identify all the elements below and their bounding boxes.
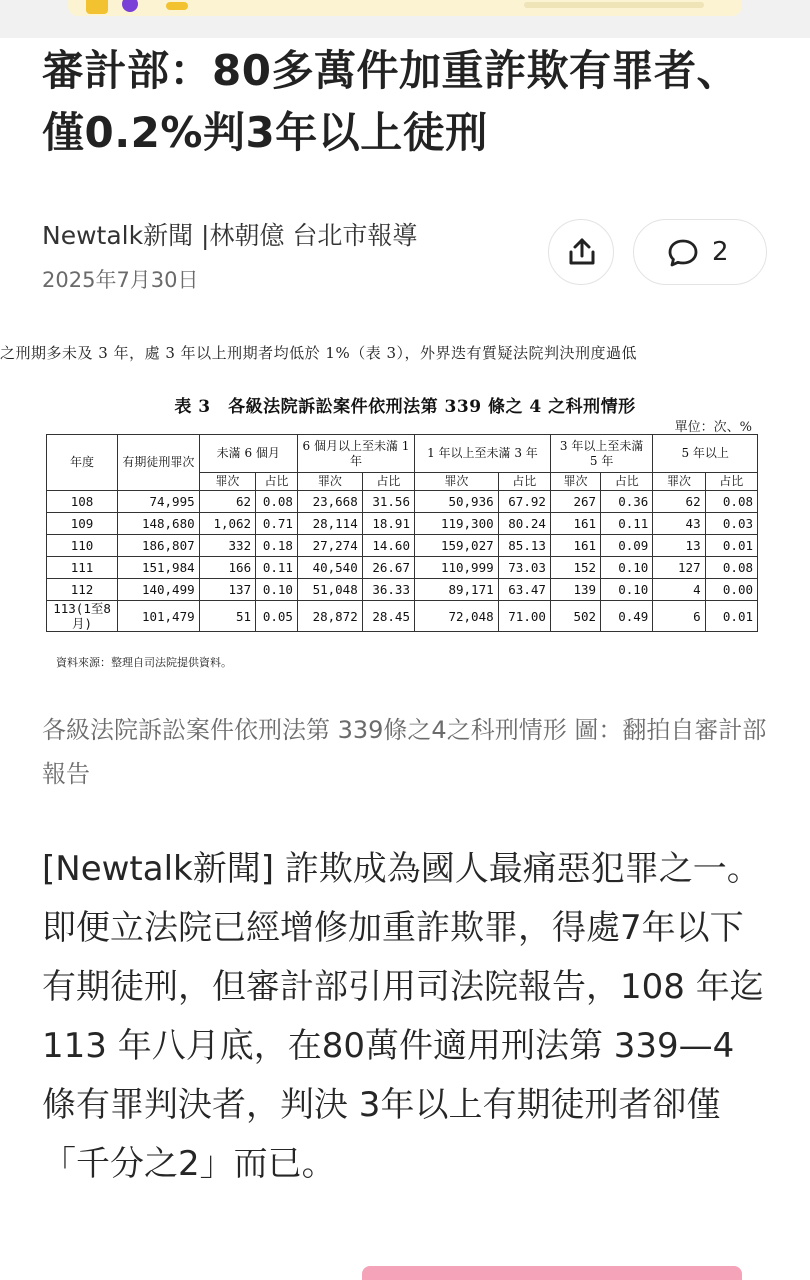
table-cell: 166	[199, 557, 255, 579]
share-icon	[566, 236, 598, 268]
comment-icon	[667, 238, 699, 268]
table-cell: 0.01	[705, 535, 757, 557]
top-ad-banner[interactable]	[68, 0, 742, 16]
table-cell: 72,048	[415, 601, 499, 632]
bottom-ad-banner[interactable]	[362, 1266, 742, 1280]
table-cell: 80.24	[498, 513, 550, 535]
image-caption: 各級法院訴訟案件依刑法第 339條之4之科刑情形 圖：翻拍自審計部報告	[42, 716, 767, 788]
table-cell: 0.03	[705, 513, 757, 535]
table-body	[47, 491, 758, 632]
header-share: 占比	[362, 473, 414, 491]
table-cell-year: 112	[47, 579, 118, 601]
header-count: 罪次	[653, 473, 705, 491]
table-cell: 502	[550, 601, 600, 632]
table-cell: 161	[550, 535, 600, 557]
report-intro-line: 之刑期多未及 3 年，處 3 年以上刑期者均低於 1%（表 3），外界迭有質疑法院判決刑度過低	[0, 344, 638, 362]
header-group: 6 個月以上至未滿 1 年	[297, 435, 414, 473]
table-cell: 43	[653, 513, 705, 535]
table-cell: 71.00	[498, 601, 550, 632]
table-cell: 31.56	[362, 491, 414, 513]
table-cell: 0.01	[705, 601, 757, 632]
table-row	[47, 557, 758, 579]
table-cell-year: 110	[47, 535, 118, 557]
table-cell: 148,680	[118, 513, 200, 535]
table-cell: 0.10	[601, 579, 653, 601]
header-share: 占比	[256, 473, 298, 491]
header-group: 3 年以上至未滿 5 年	[550, 435, 652, 473]
table-cell: 159,027	[415, 535, 499, 557]
report-table-title: 表 3 各級法院訴訟案件依刑法第 339 條之 4 之科刑情形	[174, 397, 636, 417]
header-total: 有期徒刑罪次	[118, 435, 200, 491]
top-ad-strip	[0, 0, 810, 38]
table-cell: 89,171	[415, 579, 499, 601]
table-row	[47, 601, 758, 632]
table-cell: 0.71	[256, 513, 298, 535]
table-cell: 14.60	[362, 535, 414, 557]
table-cell: 62	[199, 491, 255, 513]
table-cell-year: 109	[47, 513, 118, 535]
table-cell: 0.36	[601, 491, 653, 513]
table-cell: 0.49	[601, 601, 653, 632]
ad-shape	[86, 0, 108, 14]
table-cell: 139	[550, 579, 600, 601]
table-cell: 23,668	[297, 491, 362, 513]
table-cell: 40,540	[297, 557, 362, 579]
report-table-unit: 單位：次、%	[674, 420, 752, 435]
table-cell: 127	[653, 557, 705, 579]
article-body: [Newtalk新聞] 詐欺成為國人最痛惡犯罪之一。即便立法院已經增修加重詐欺罪，得處7年以下有期徒刑，但審計部引用司法院報告，108 年迄 113 年八月底，在80萬件適用刑法第 339—4 條有罪判決者，判決 3年以上有期徒刑者卻僅「千分之2」而已。	[42, 849, 764, 1184]
table-cell: 186,807	[118, 535, 200, 557]
table-cell: 0.08	[705, 491, 757, 513]
table-cell: 4	[653, 579, 705, 601]
table-cell: 0.08	[256, 491, 298, 513]
header-share: 占比	[498, 473, 550, 491]
share-button[interactable]	[548, 219, 614, 285]
table-cell: 26.67	[362, 557, 414, 579]
table-cell: 161	[550, 513, 600, 535]
table-cell: 0.08	[705, 557, 757, 579]
table-cell: 0.05	[256, 601, 298, 632]
table-row	[47, 579, 758, 601]
table-cell: 51,048	[297, 579, 362, 601]
table-row	[47, 513, 758, 535]
header-group: 5 年以上	[653, 435, 758, 473]
table-cell: 50,936	[415, 491, 499, 513]
table-cell: 332	[199, 535, 255, 557]
article-date: 2025年7月30日	[42, 268, 199, 292]
header-count: 罪次	[297, 473, 362, 491]
table-cell: 137	[199, 579, 255, 601]
table-cell: 267	[550, 491, 600, 513]
table-cell-year: 108	[47, 491, 118, 513]
table-cell: 18.91	[362, 513, 414, 535]
table-cell: 6	[653, 601, 705, 632]
ad-shape	[122, 0, 138, 12]
table-cell: 51	[199, 601, 255, 632]
header-share: 占比	[601, 473, 653, 491]
header-count: 罪次	[550, 473, 600, 491]
article-title: 審計部：80多萬件加重詐欺有罪者、僅0.2%判3年以上徒刑	[42, 46, 739, 157]
header-count: 罪次	[415, 473, 499, 491]
ad-shape	[166, 2, 188, 10]
header-count: 罪次	[199, 473, 255, 491]
table-cell: 63.47	[498, 579, 550, 601]
table-cell: 28,872	[297, 601, 362, 632]
table-cell: 119,300	[415, 513, 499, 535]
table-cell: 151,984	[118, 557, 200, 579]
table-cell: 28.45	[362, 601, 414, 632]
sentencing-table	[46, 434, 758, 632]
table-cell: 36.33	[362, 579, 414, 601]
table-cell: 140,499	[118, 579, 200, 601]
comment-count: 2	[712, 237, 729, 267]
ad-shape	[524, 2, 704, 8]
header-group: 未滿 6 個月	[199, 435, 297, 473]
table-cell: 62	[653, 491, 705, 513]
table-cell: 27,274	[297, 535, 362, 557]
report-source: 資料來源：整理自司法院提供資料。	[56, 656, 232, 669]
table-cell: 0.09	[601, 535, 653, 557]
table-cell-year: 111	[47, 557, 118, 579]
table-cell: 85.13	[498, 535, 550, 557]
table-cell-year: 113(1至8月)	[47, 601, 118, 632]
table-row	[47, 491, 758, 513]
table-cell: 152	[550, 557, 600, 579]
table-cell: 73.03	[498, 557, 550, 579]
table-cell: 0.10	[601, 557, 653, 579]
table-cell: 28,114	[297, 513, 362, 535]
table-cell: 74,995	[118, 491, 200, 513]
table-cell: 110,999	[415, 557, 499, 579]
table-cell: 0.10	[256, 579, 298, 601]
table-cell: 0.18	[256, 535, 298, 557]
article-byline: Newtalk新聞 |林朝億 台北市報導	[42, 221, 418, 250]
comment-button[interactable]	[633, 219, 767, 285]
table-cell: 101,479	[118, 601, 200, 632]
table-row	[47, 535, 758, 557]
table-cell: 1,062	[199, 513, 255, 535]
header-year: 年度	[47, 435, 118, 491]
report-image	[0, 330, 810, 680]
table-cell: 0.11	[256, 557, 298, 579]
table-cell: 0.11	[601, 513, 653, 535]
table-cell: 67.92	[498, 491, 550, 513]
table-cell: 0.00	[705, 579, 757, 601]
table-cell: 13	[653, 535, 705, 557]
header-group: 1 年以上至未滿 3 年	[415, 435, 551, 473]
header-share: 占比	[705, 473, 757, 491]
